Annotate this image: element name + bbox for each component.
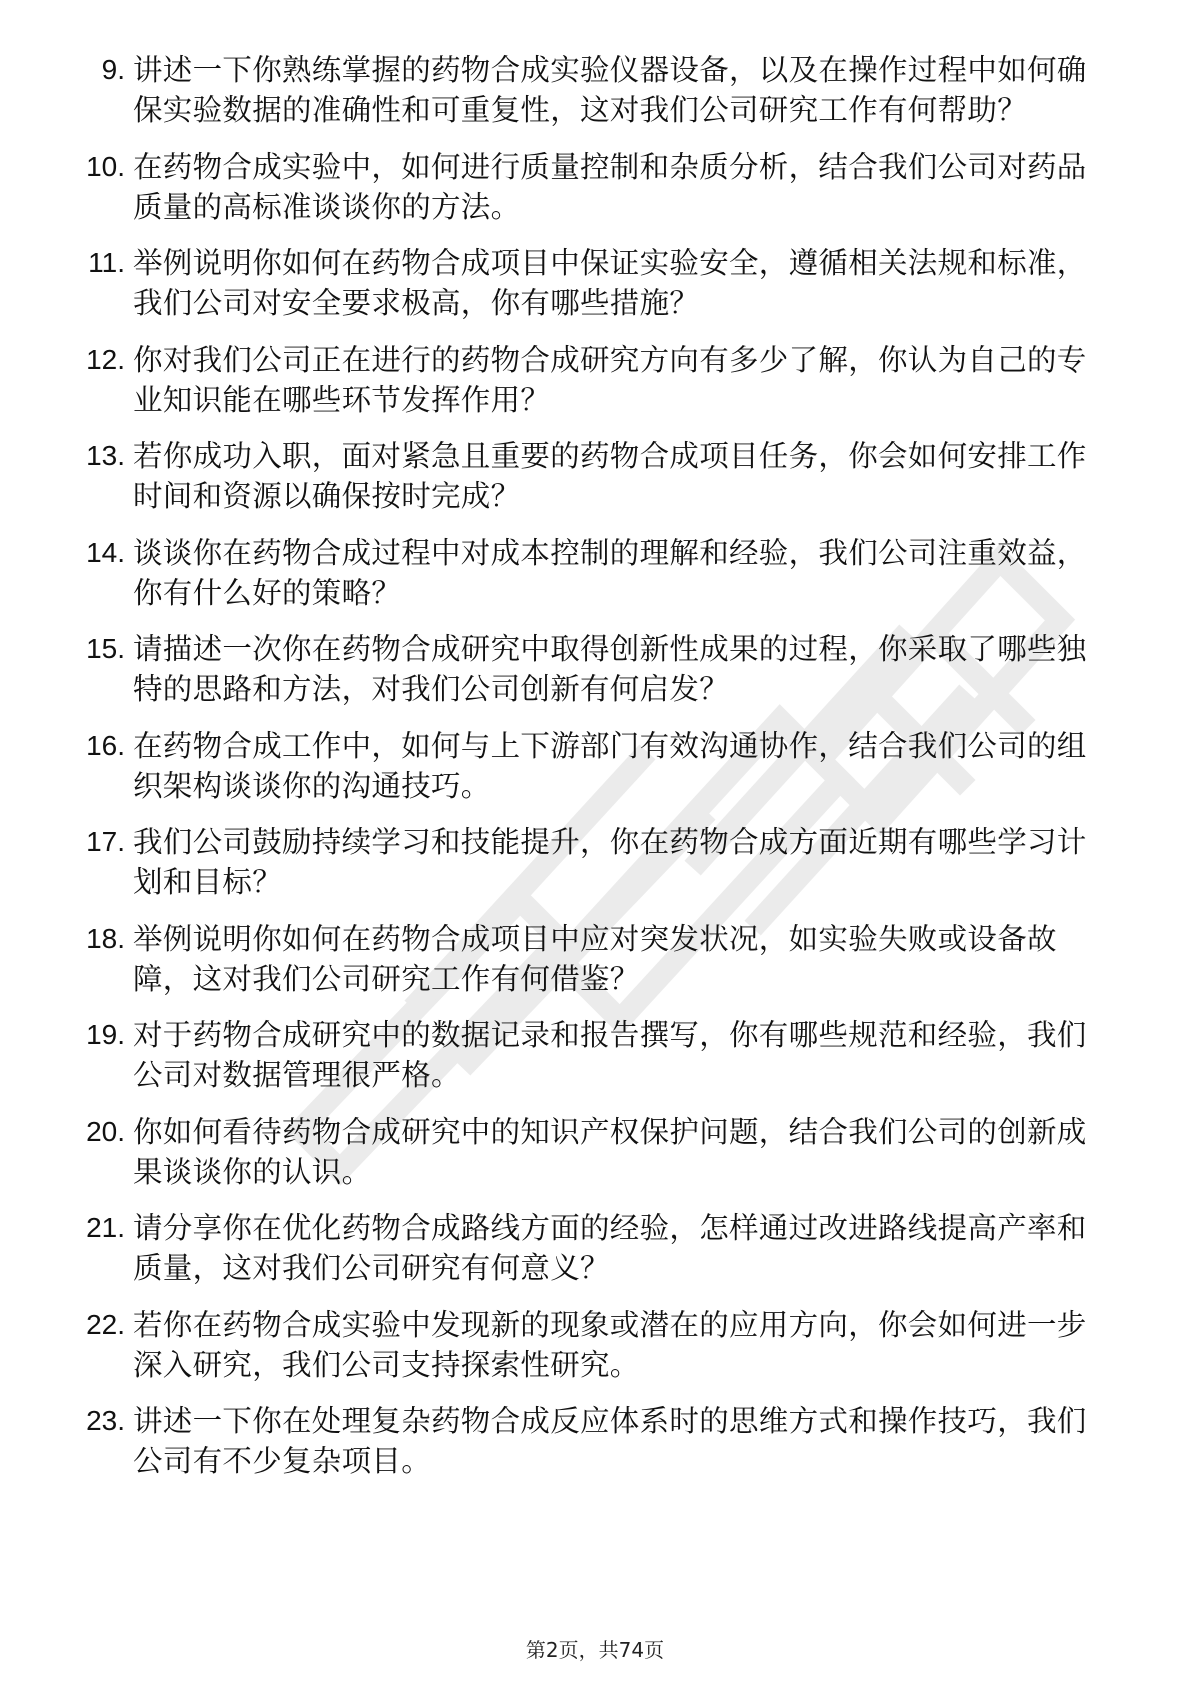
question-text: 你对我们公司正在进行的药物合成研究方向有多少了解，你认为自己的专业知识能在哪些环节发挥作用？ <box>133 342 1087 417</box>
question-text: 举例说明你如何在药物合成项目中保证实验安全，遵循相关法规和标准，我们公司对安全要求极高，你有哪些措施？ <box>133 246 1087 320</box>
page-footer: 第2页，共74页 <box>525 1638 665 1662</box>
question-number: 23. <box>86 1405 125 1436</box>
question-item <box>55 919 1115 999</box>
question-number: 18. <box>86 922 125 954</box>
question-text: 若你在药物合成实验中发现新的现象或潜在的应用方向，你会如何进一步深入研究，我们公司支持探索性研究。 <box>133 1307 1087 1382</box>
question-list <box>55 50 1115 1498</box>
question-number: 19. <box>86 1019 125 1050</box>
question-number: 21. <box>86 1212 125 1243</box>
question-text: 请描述一次你在药物合成研究中取得创新性成果的过程，你采取了哪些独特的思路和方法，对我们公司创新有何启发？ <box>133 632 1087 706</box>
question-number: 20. <box>86 1115 125 1147</box>
question-number: 9. <box>101 54 125 85</box>
question-item <box>55 340 1115 420</box>
question-item <box>55 50 1115 130</box>
question-item <box>55 726 1115 806</box>
question-text: 在药物合成实验中，如何进行质量控制和杂质分析，结合我们公司对药品质量的高标准谈谈你的方法。 <box>133 149 1087 224</box>
question-number: 13. <box>86 440 125 471</box>
question-text: 若你成功入职，面对紧急且重要的药物合成项目任务，你会如何安排工作时间和资源以确保按时完成？ <box>133 439 1087 513</box>
question-item <box>55 1305 1115 1385</box>
question-item <box>55 436 1115 516</box>
question-number: 22. <box>86 1308 125 1340</box>
question-number: 11. <box>88 247 125 278</box>
question-item <box>55 147 1115 227</box>
question-text: 我们公司鼓励持续学习和技能提升，你在药物合成方面近期有哪些学习计划和目标？ <box>133 825 1087 899</box>
question-item <box>55 1015 1115 1095</box>
question-number: 15. <box>86 633 125 664</box>
question-item <box>55 533 1115 613</box>
question-number: 10. <box>86 150 125 182</box>
question-number: 12. <box>86 343 125 375</box>
question-item <box>55 1112 1115 1192</box>
question-number: 16. <box>86 729 125 761</box>
question-item <box>55 1208 1115 1288</box>
question-item <box>55 822 1115 902</box>
question-number: 17. <box>86 826 125 857</box>
question-item <box>55 1401 1115 1481</box>
question-item <box>55 629 1115 709</box>
question-text: 举例说明你如何在药物合成项目中应对突发状况，如实验失败或设备故障，这对我们公司研究工作有何借鉴？ <box>133 921 1057 996</box>
question-text: 讲述一下你在处理复杂药物合成反应体系时的思维方式和操作技巧，我们公司有不少复杂项目。 <box>133 1404 1087 1478</box>
question-text: 讲述一下你熟练掌握的药物合成实验仪器设备，以及在操作过程中如何确保实验数据的准确性和可重复性，这对我们公司研究工作有何帮助？ <box>133 53 1087 127</box>
question-number: 14. <box>86 536 125 568</box>
question-text: 在药物合成工作中，如何与上下游部门有效沟通协作，结合我们公司的组织架构谈谈你的沟通技巧。 <box>133 728 1087 803</box>
question-text: 谈谈你在药物合成过程中对成本控制的理解和经验，我们公司注重效益，你有什么好的策略？ <box>133 535 1087 610</box>
question-text: 你如何看待药物合成研究中的知识产权保护问题，结合我们公司的创新成果谈谈你的认识。 <box>133 1114 1087 1189</box>
question-item <box>55 243 1115 323</box>
question-text: 请分享你在优化药物合成路线方面的经验，怎样通过改进路线提高产率和质量，这对我们公司研究有何意义？ <box>133 1211 1087 1285</box>
question-text: 对于药物合成研究中的数据记录和报告撰写，你有哪些规范和经验，我们公司对数据管理很严格。 <box>133 1018 1087 1092</box>
